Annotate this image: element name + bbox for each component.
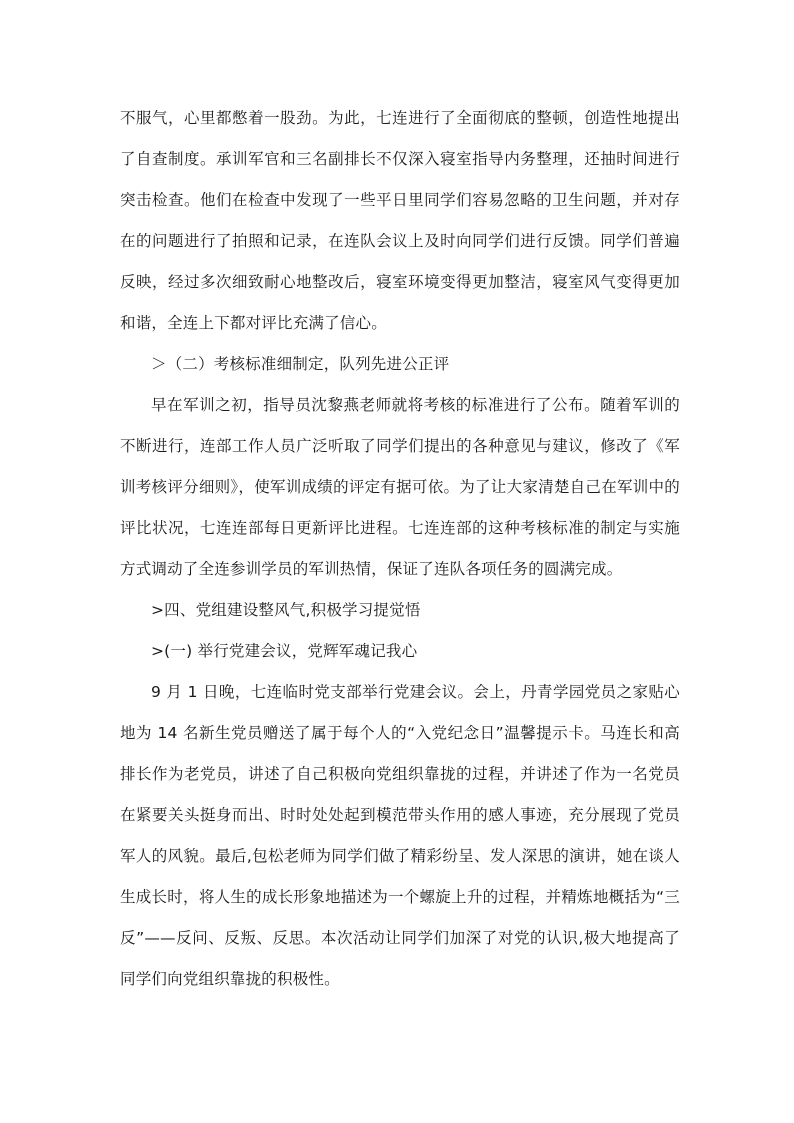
paragraph-party-meeting: 9 月 1 日晚，七连临时党支部举行党建会议。会上，丹青学园党员之家贴心地为 14 名新生党员赠送了属于每个人的“入党纪念日”温馨提示卡。马连长和高排长作为老党员，讲述了自己积极向党组织靠拢的过程，并讲述了作为一名党员在紧要关头挺身而出、时时处处起到模范带头作用的感人事迹，充分展现了党员军人的风貌。最后,包松老师为同学们做了精彩纷呈、发人深思的演讲，她在谈人生成长时，将人生的成长形象地描述为一个螺旋上升的过程，并精炼地概括为“三反”——反问、反叛、反思。本次活动让同学们加深了对党的认识,极大地提高了同学们向党组织靠拢的积极性。 [120, 683, 680, 988]
paragraph-dormitory-inspection: 不服气，心里都憋着一股劲。为此，七连进行了全面彻底的整顿，创造性地提出了自查制度。承训军官和三名副排长不仅深入寝室指导内务整理，还抽时间进行突击检查。他们在检查中发现了一些平日里同学们容易忽略的卫生问题，并对存在的问题进行了拍照和记录，在连队会议上及时向同学们进行反馈。同学们普遍反映，经过多次细致耐心地整改后，寝室环境变得更加整洁，寝室风气变得更加和谐，全连上下都对评比充满了信心。 [120, 109, 680, 332]
section-heading-party-building: >四、党组建设整风气,积极学习提觉悟 [151, 601, 421, 619]
section-heading-party-meeting: >(一) 举行党建会议，党辉军魂记我心 [151, 642, 418, 660]
section-heading-assessment-standards: ＞（二）考核标准细制定，队列先进公正评 [151, 355, 450, 373]
document-body [120, 98, 680, 1000]
paragraph-assessment-standards: 早在军训之初，指导员沈黎燕老师就将考核的标准进行了公布。随着军训的不断进行，连部工作人员广泛听取了同学们提出的各种意见与建议，修改了《军训考核评分细则》，使军训成绩的评定有据可依。为了让大家清楚自己在军训中的评比状况，七连连部每日更新评比进程。七连连部的这种考核标准的制定与实施方式调动了全连参训学员的军训热情，保证了连队各项任务的圆满完成。 [120, 396, 680, 578]
